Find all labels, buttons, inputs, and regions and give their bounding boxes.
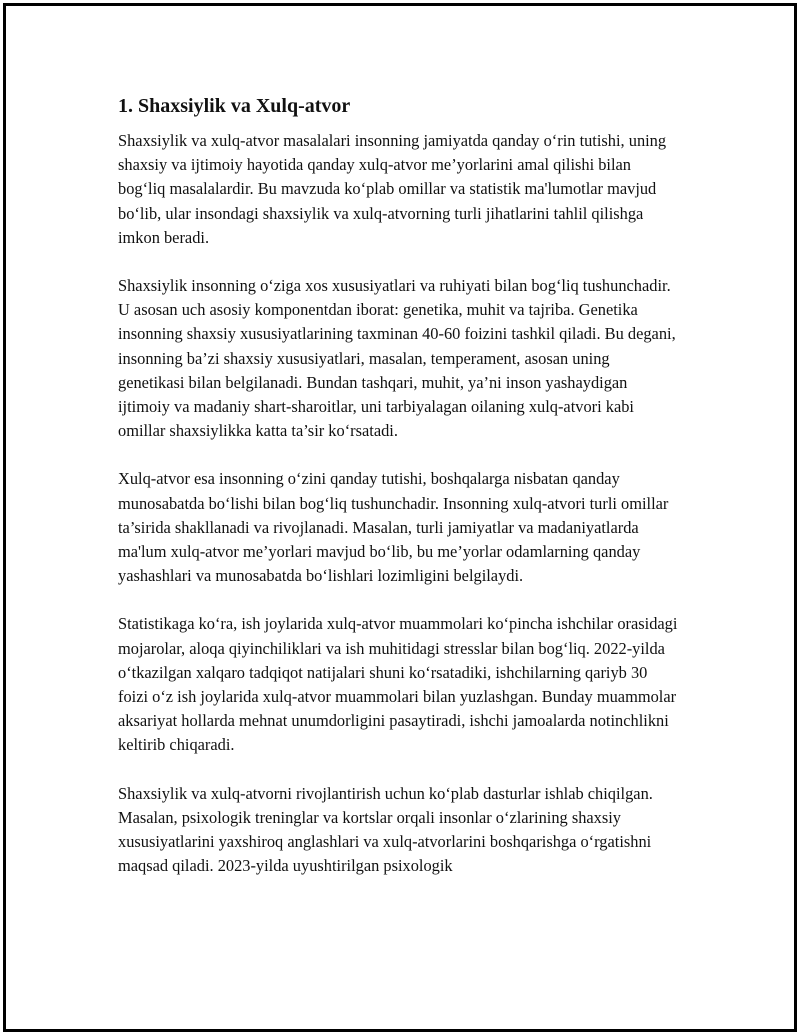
paragraph-statistics: Statistikaga ko‘ra, ish joylarida xulq-atvor muammolari ko‘pincha ishchilar orasidagi mojarolar, aloqa qiyinchiliklari va ish muhitidagi stresslar bilan bog‘liq. 2022-yilda o‘tkazilgan xalqaro tadqiqot natijalari shuni ko‘rsatadiki, ishchilarning qariyb 30 foizi o‘z ish joylarida xulq-atvor muammolari bilan yuzlashgan. Bunday muammolar aksariyat hollarda mehnat unumdorligini pasaytiradi, ishchi jamoalarda notinchlikni keltirib chiqaradi. <box>118 614 678 755</box>
paragraph-programs: Shaxsiylik va xulq-atvorni rivojlantirish uchun ko‘plab dasturlar ishlab chiqilgan. Masalan, psixologik treninglar va kortslar orqali insonlar o‘zlarining shaxsiy xususiyatlarini yaxshiroq anglashlari va xulq-atvorlarini boshqarishga o‘rgatishni maqsad qiladi. 2023-yilda uyushtirilgan psixologik <box>118 783 653 876</box>
document-body <box>118 92 678 902</box>
paragraph-personality: Shaxsiylik insonning o‘ziga xos xususiyatlari va ruhiyati bilan bog‘liq tushunchadir. U asosan uch asosiy komponentdan iborat: genetika, muhit va tajriba. Genetika insonning shaxsiy xususiyatlarining taxminan 40-60 foizini tashkil qiladi. Bu degani, insonning ba’zi shaxsiy xususiyatlari, masalan, temperament, asosan uning genetikasi bilan belgilanadi. Bundan tashqari, muhit, ya’ni inson yashaydigan ijtimoiy va madaniy shart-sharoitlar, uni tarbiyalagan oilaning xulq-atvori kabi omillar shaxsiylikka katta ta’sir ko‘rsatadi. <box>118 276 676 441</box>
paragraph-intro: Shaxsiylik va xulq-atvor masalalari insonning jamiyatda qanday o‘rin tutishi, uning shaxsiy va ijtimoiy hayotida qanday xulq-atvor me’yorlarini amal qilishi bilan bog‘liq masalalardir. Bu mavzuda ko‘plab omillar va statistik ma'lumotlar mavjud bo‘lib, ular insondagi shaxsiylik va xulq-atvorning turli jihatlarini tahlil qilishga imkon beradi. <box>118 131 667 247</box>
section-heading: 1. Shaxsiylik va Xulq-atvor <box>118 95 351 117</box>
paragraph-behavior: Xulq-atvor esa insonning o‘zini qanday tutishi, boshqalarga nisbatan qanday munosabatda bo‘lishi bilan bog‘liq tushunchadir. Insonning xulq-atvori turli omillar ta’sirida shakllanadi va rivojlanadi. Masalan, turli jamiyatlar va madaniyatlarda ma'lum xulq-atvor me’yorlari mavjud bo‘lib, bu me’yorlar odamlarning qanday yashashlari va munosabatda bo‘lishlari lozimligini belgilaydi. <box>118 469 669 586</box>
